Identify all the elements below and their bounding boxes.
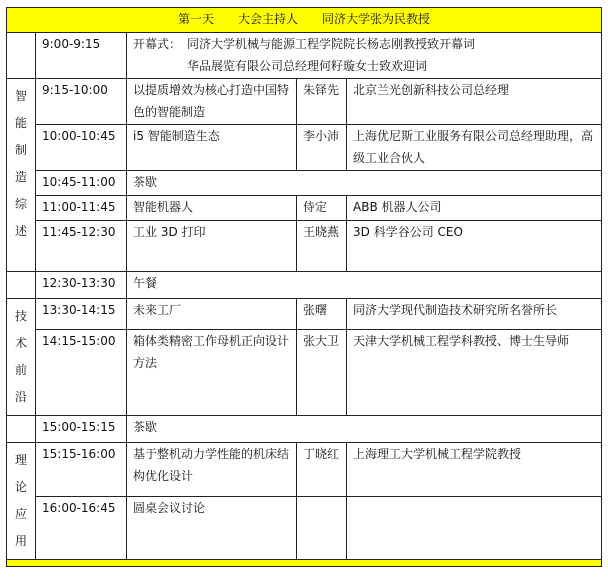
opening-line-1: 开幕式： 同济大学机械与能源工程学院院长杨志刚教授致开幕词 xyxy=(133,37,476,51)
break-cell: 茶歇 xyxy=(127,416,602,443)
speaker-cell: 李小沛 xyxy=(297,125,347,171)
bottom-highlight xyxy=(7,560,602,567)
agenda-table xyxy=(6,7,602,567)
affiliation-cell xyxy=(347,497,602,560)
time-cell: 11:45-12:30 xyxy=(36,221,127,272)
affiliation-cell: ABB 机器人公司 xyxy=(347,196,602,221)
break-cell: 茶歇 xyxy=(127,171,602,196)
opening-cell xyxy=(127,33,602,79)
table-row-lunch xyxy=(7,272,602,299)
empty-section-cell xyxy=(7,272,36,299)
time-cell: 16:00-16:45 xyxy=(36,497,127,560)
speaker-cell: 张大卫 xyxy=(297,329,347,415)
bottom-bar xyxy=(7,560,602,567)
affiliation-cell: 上海理工大学机械工程学院教授 xyxy=(347,443,602,497)
section-label-theory-application: 理 论 应 用 xyxy=(7,443,36,560)
topic-cell: 圆桌会议讨论 xyxy=(127,497,297,560)
affiliation-cell: 天津大学机械工程学科教授、博士生导师 xyxy=(347,329,602,415)
speaker-cell: 张曙 xyxy=(297,299,347,330)
section-label-intelligent-manufacturing: 智 能 制 造 综 述 xyxy=(7,79,36,272)
time-cell: 15:00-15:15 xyxy=(36,416,127,443)
topic-cell: i5 智能制造生态 xyxy=(127,125,297,171)
table-row xyxy=(7,443,602,497)
table-row xyxy=(7,196,602,221)
time-cell: 14:15-15:00 xyxy=(36,329,127,415)
topic-cell: 箱体类精密工作母机正向设计方法 xyxy=(127,329,297,415)
speaker-cell: 王晓燕 xyxy=(297,221,347,272)
empty-section-cell xyxy=(7,33,36,79)
time-cell: 11:00-11:45 xyxy=(36,196,127,221)
section-label-technology-frontier: 技 术 前 沿 xyxy=(7,299,36,416)
time-cell: 10:45-11:00 xyxy=(36,171,127,196)
time-cell: 13:30-14:15 xyxy=(36,299,127,330)
speaker-cell: 侍定 xyxy=(297,196,347,221)
time-cell: 9:15-10:00 xyxy=(36,79,127,125)
time-cell: 10:00-10:45 xyxy=(36,125,127,171)
table-row xyxy=(7,497,602,560)
topic-cell: 基于整机动力学性能的机床结构优化设计 xyxy=(127,443,297,497)
speaker-cell: 丁晓红 xyxy=(297,443,347,497)
table-row xyxy=(7,221,602,272)
day-title: 第一天 大会主持人 同济大学张为民教授 xyxy=(7,8,602,33)
table-row xyxy=(7,329,602,415)
table-row-opening xyxy=(7,33,602,79)
speaker-cell: 朱铎先 xyxy=(297,79,347,125)
table-row-break xyxy=(7,416,602,443)
table-row xyxy=(7,125,602,171)
affiliation-cell: 上海优尼斯工业服务有限公司总经理助理，高级工业合伙人 xyxy=(347,125,602,171)
lunch-cell: 午餐 xyxy=(127,272,602,299)
affiliation-cell: 北京兰光创新科技公司总经理 xyxy=(347,79,602,125)
table-row xyxy=(7,79,602,125)
topic-cell: 以提质增效为核心打造中国特色的智能制造 xyxy=(127,79,297,125)
time-cell: 15:15-16:00 xyxy=(36,443,127,497)
time-cell: 9:00-9:15 xyxy=(36,33,127,79)
empty-section-cell xyxy=(7,416,36,443)
time-cell: 12:30-13:30 xyxy=(36,272,127,299)
affiliation-cell: 3D 科学谷公司 CEO xyxy=(347,221,602,272)
affiliation-cell: 同济大学现代制造技术研究所名誉所长 xyxy=(347,299,602,330)
topic-cell: 智能机器人 xyxy=(127,196,297,221)
table-row xyxy=(7,299,602,330)
topic-cell: 工业 3D 打印 xyxy=(127,221,297,272)
topic-cell: 未来工厂 xyxy=(127,299,297,330)
table-row-break xyxy=(7,171,602,196)
title-row xyxy=(7,8,602,33)
speaker-cell xyxy=(297,497,347,560)
opening-line-2: 华品展览有限公司总经理何籽璇女士致欢迎词 xyxy=(187,59,428,73)
